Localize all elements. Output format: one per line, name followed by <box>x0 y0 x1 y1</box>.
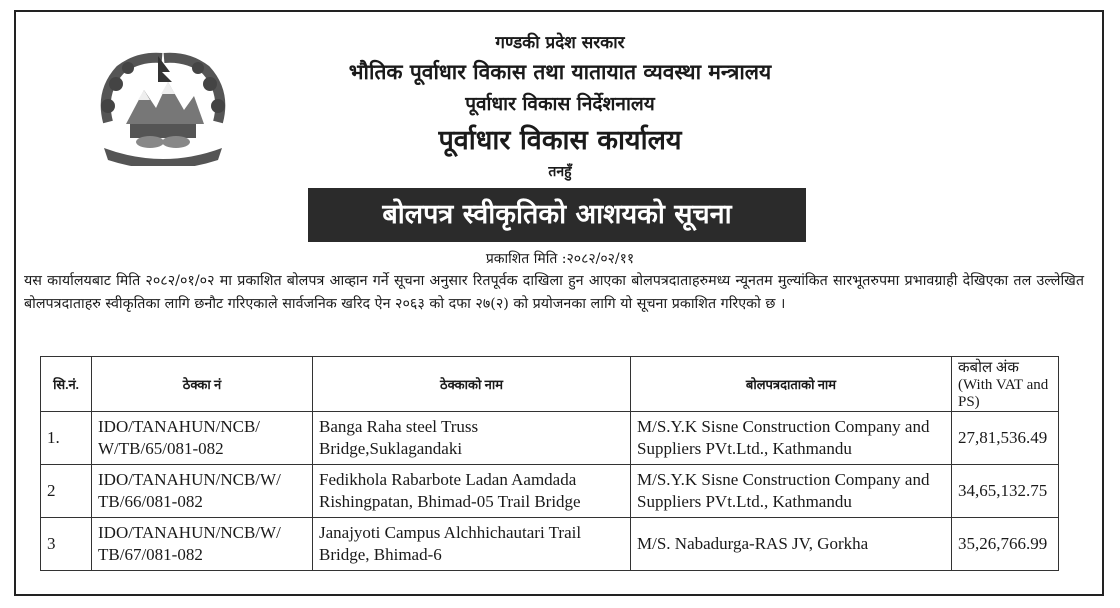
amount-cell: 27,81,536.49 <box>952 412 1059 465</box>
location-heading: तनहुँ <box>548 164 572 180</box>
serial-cell: 2 <box>41 465 92 518</box>
notice-title-banner: बोलपत्र स्वीकृतिको आशयको सूचना <box>308 188 806 242</box>
contract-name-cell: Fedikhola Rabarbote Ladan Aamdada Rishingpatan, Bhimad-05 Trail Bridge <box>313 465 631 518</box>
contract-no-cell: IDO/TANAHUN/NCB/ W/TB/65/081-082 <box>92 412 313 465</box>
col-bidder-header: बोलपत्रदाताको नाम <box>631 357 952 412</box>
serial-cell: 1. <box>41 412 92 465</box>
notice-paragraph: यस कार्यालयबाट मिति २०८२/०१/०२ मा प्रकाशित बोलपत्र आव्हान गर्ने सूचना अनुसार रितपूर्वक दाखिला हुन आएका बोलपत्रदाताहरुमध्य न्यूनतम मुल्यांकित सारभूतरुपमा प्रभावग्राही देखिएका तल उल्लेखित बोलपत्रदाताहरु स्वीकृतिका लागि छनौट गरिएकाले सार्वजनिक खरिद ऐन २०६३ को दफा २७(२) को प्रयोजनका लागि यो सूचना प्रकाशित गरिएको छ । <box>24 273 1084 312</box>
province-heading: गण्डकी प्रदेश सरकार <box>495 33 625 53</box>
published-date: प्रकाशित मिति :२०८२/०२/११ <box>485 251 635 267</box>
col-contract-no-header: ठेक्का नं <box>92 357 313 412</box>
directorate-heading: पूर्वाधार विकास निर्देशनालय <box>465 93 655 115</box>
table-row <box>41 518 1059 571</box>
contract-name-cell: Janajyoti Campus Alchhichautari Trail Bridge, Bhimad-6 <box>313 518 631 571</box>
bidder-cell: M/S.Y.K Sisne Construction Company and Suppliers PVt.Ltd., Kathmandu <box>631 412 952 465</box>
bidder-cell: M/S.Y.K Sisne Construction Company and Suppliers PVt.Ltd., Kathmandu <box>631 465 952 518</box>
amount-cell: 34,65,132.75 <box>952 465 1059 518</box>
contract-no-cell: IDO/TANAHUN/NCB/W/ TB/67/081-082 <box>92 518 313 571</box>
bid-acceptance-table <box>40 356 1059 571</box>
bidder-cell: M/S. Nabadurga-RAS JV, Gorkha <box>631 518 952 571</box>
office-heading: पूर्वाधार विकास कार्यालय <box>438 125 682 156</box>
ministry-heading: भौतिक पूर्वाधार विकास तथा यातायात व्यवस्था मन्त्रालय <box>348 59 772 84</box>
contract-no-cell: IDO/TANAHUN/NCB/W/ TB/66/081-082 <box>92 465 313 518</box>
serial-cell: 3 <box>41 518 92 571</box>
amount-cell: 35,26,766.99 <box>952 518 1059 571</box>
col-amount-header: कबोल अंक (With VAT and PS) <box>952 357 1059 412</box>
contract-name-cell: Banga Raha steel Truss Bridge,Suklagandaki <box>313 412 631 465</box>
table-header-row <box>41 357 1059 412</box>
table-row <box>41 465 1059 518</box>
col-serial-header: सि.नं. <box>41 357 92 412</box>
table-row <box>41 412 1059 465</box>
col-contract-name-header: ठेक्काको नाम <box>313 357 631 412</box>
